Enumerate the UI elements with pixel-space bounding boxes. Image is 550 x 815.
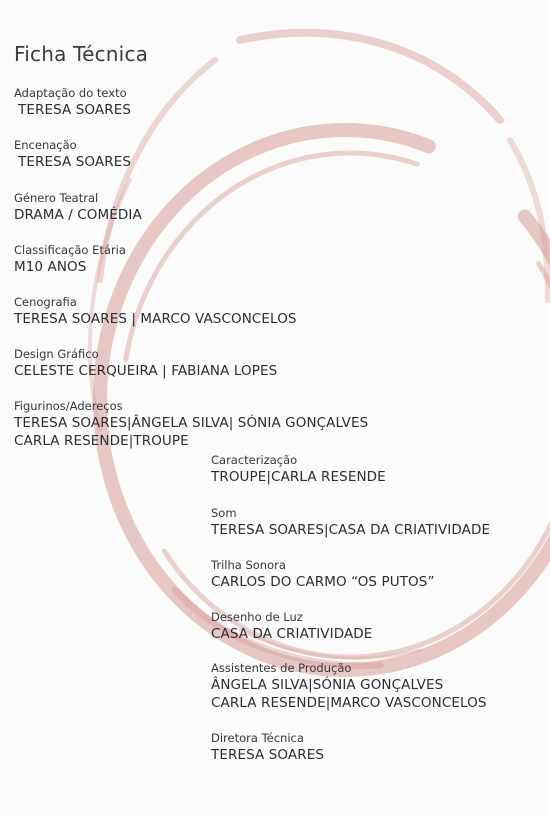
credit-figurinos (14, 399, 368, 450)
credit-label: Diretora Técnica (211, 731, 304, 745)
credit-value: TERESA SOARES (18, 102, 132, 118)
credit-classificacao (14, 243, 126, 276)
credit-encenacao (14, 138, 131, 171)
credit-caracterizacao (211, 453, 386, 486)
credit-design-grafico (14, 347, 277, 380)
credit-label: Design Gráfico (14, 347, 99, 361)
credit-value: CARLA RESENDE|MARCO VASCONCELOS (211, 695, 487, 711)
credit-value: CARLA RESENDE|TROUPE (14, 433, 189, 449)
credit-label: Caracterização (211, 453, 298, 467)
credit-value: CELESTE CERQUEIRA | FABIANA LOPES (14, 363, 278, 379)
credit-diretora-tecnica (211, 731, 324, 764)
credit-value: CASA DA CRIATIVIDADE (211, 626, 373, 642)
credit-label: Cenografia (14, 295, 77, 309)
credit-label: Assistentes de Produção (211, 661, 352, 675)
credit-value: TERESA SOARES|ÂNGELA SILVA| SÓNIA GONÇALVES (14, 415, 369, 431)
credit-trilha-sonora (211, 558, 435, 591)
credit-value: TERESA SOARES (211, 747, 325, 763)
credit-value: DRAMA / COMÉDIA (14, 207, 142, 223)
credit-label: Encenação (14, 138, 77, 152)
page-title: Ficha Técnica (14, 42, 149, 66)
credit-label: Figurinos/Adereços (14, 399, 123, 413)
credit-value: TROUPE|CARLA RESENDE (211, 469, 386, 485)
credit-label: Trilha Sonora (211, 558, 286, 572)
credit-value: TERESA SOARES (18, 154, 132, 170)
credit-label: Adaptação do texto (14, 86, 127, 100)
credit-label: Classificação Etária (14, 243, 126, 257)
credit-label: Desenho de Luz (211, 610, 303, 624)
credit-value: TERESA SOARES | MARCO VASCONCELOS (14, 311, 297, 327)
credit-cenografia (14, 295, 297, 328)
credit-som (211, 506, 490, 539)
credit-assistentes-producao (211, 661, 487, 712)
credit-desenho-luz (211, 610, 372, 643)
credit-value: ÂNGELA SILVA|SÓNIA GONÇALVES (211, 677, 444, 693)
credit-label: Som (211, 506, 237, 520)
credit-genero (14, 191, 142, 224)
credit-label: Género Teatral (14, 191, 99, 205)
credit-value: CARLOS DO CARMO “OS PUTOS” (211, 574, 435, 590)
credit-adaptacao (14, 86, 131, 119)
credit-value: M10 ANOS (14, 259, 87, 275)
credit-value: TERESA SOARES|CASA DA CRIATIVIDADE (211, 522, 491, 538)
